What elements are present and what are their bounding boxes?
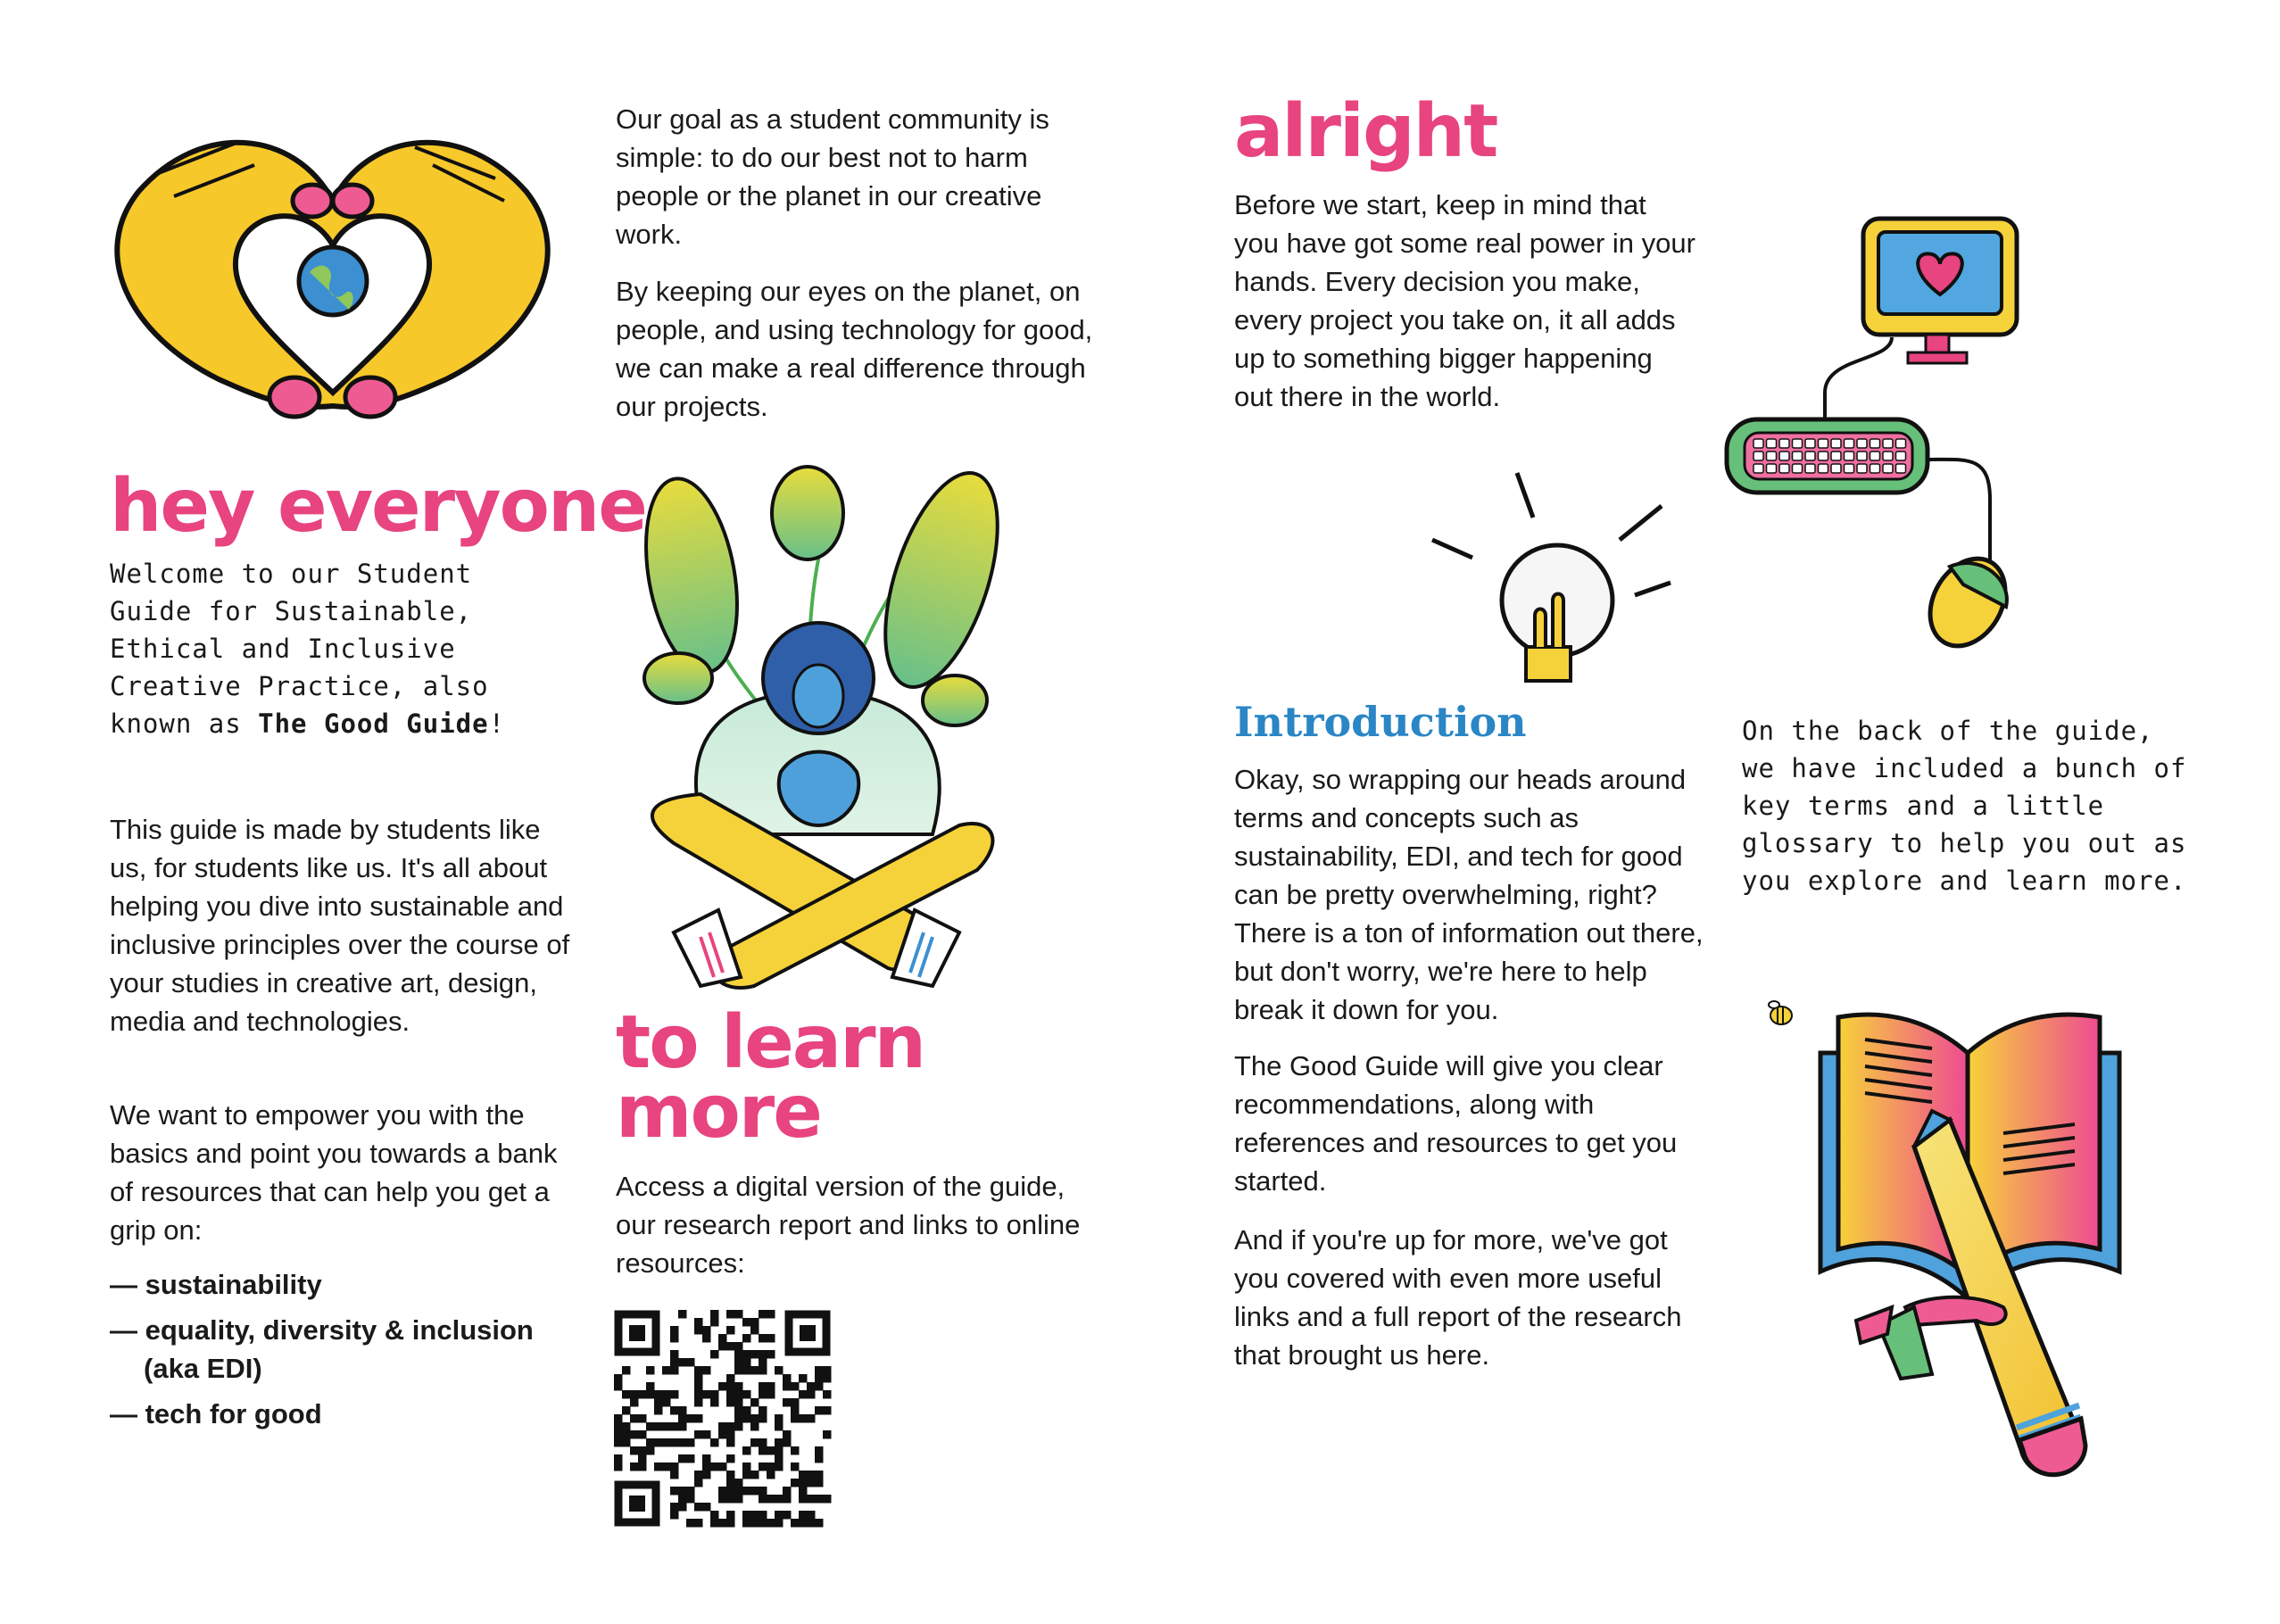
plant-person-illustration [620,451,1022,1004]
computer-icon [1722,214,2017,651]
heart-hands-icon [103,112,567,433]
welcome-text [110,555,529,742]
heading-line-1: to learn [616,1000,924,1085]
alright-heading: alright [1234,89,1497,174]
col3-para-3: The Good Guide will give you clear recommendations, along with references and resources to get you started. [1234,1050,1678,1197]
welcome-text-pre: Welcome to our Student Guide for Sustainable, Ethical and Inclusive Creative Practice, also known as [110,559,489,739]
good-guide-bold: The Good Guide [258,708,489,739]
welcome-text-post: ! [488,708,506,739]
heading-line-2: more [616,1070,821,1155]
col2-para-3: Access a digital version of the guide, our research report and links to online resources: [616,1171,1081,1279]
list-item: — tech for good [110,1398,322,1429]
col2-para-2: By keeping our eyes on the planet, on people, and using technology for good, we can make a real difference through our projects. [616,276,1093,422]
bee-icon [1765,998,1797,1030]
col1-para-1: This guide is made by students like us, for students like us. It's all about helping you dive into sustainable and inclusive principles over the course of your studies in creative art, design, media and technologies. [110,814,570,1037]
col1-para-2: We want to empower you with the basics and point you towards a bank of resources that can help you get a grip on: [110,1099,558,1246]
topics-list [110,1265,574,1440]
lightbulb-icon [1428,468,1687,692]
col3-para-1: Before we start, keep in mind that you have got some real power in your hands. Every decision you make, every project you take on, it all adds up to something bigger happening out there in the world. [1234,189,1695,412]
book-pencil-icon [1816,999,2124,1486]
list-item: — sustainability [110,1269,322,1300]
col3-para-4: And if you're up for more, we've got you covered with even more useful links and a full report of the research that brought us here. [1234,1224,1682,1371]
col3-para-2: Okay, so wrapping our heads around terms and concepts such as sustainability, EDI, and tech for good can be pretty overwhelming, right? There is a ton of information out there, but don't worry, we're here to help break it down for you. [1234,764,1704,1025]
col2-para-1: Our goal as a student community is simple: to do our best not to harm people or the planet in our creative work. [616,104,1049,250]
col4-para-1: On the back of the guide, we have included a bunch of key terms and a little glossary to help you out as you explore and learn more. [1742,716,2187,896]
to-learn-more-heading [616,1000,924,1155]
introduction-heading: Introduction [1234,698,1527,746]
hey-everyone-heading: hey everyone [110,464,646,549]
qr-code[interactable] [614,1310,831,1527]
list-item: — equality, diversity & inclusion (aka EDI) [110,1314,534,1384]
